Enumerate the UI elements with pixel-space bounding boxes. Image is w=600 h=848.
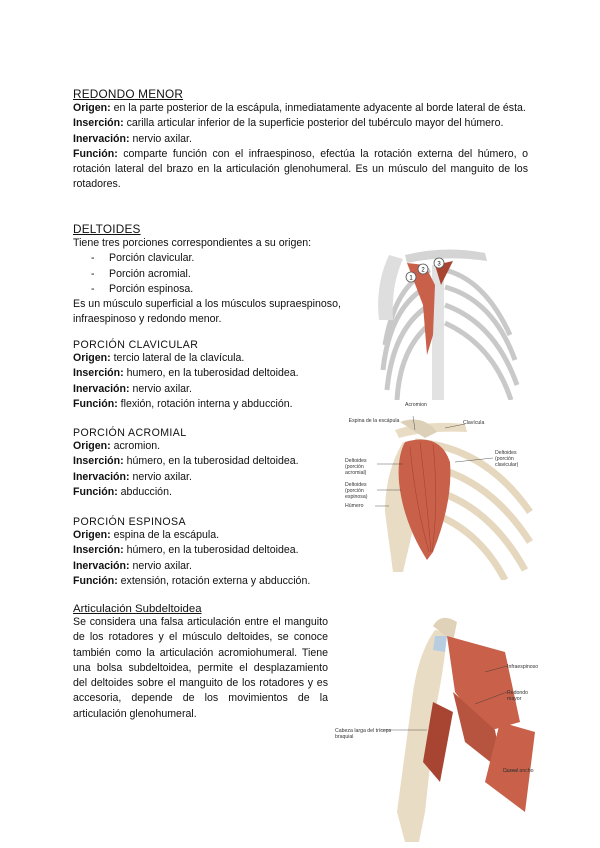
field-label: Origen: xyxy=(73,440,111,452)
section-porcion-clavicular xyxy=(73,339,365,412)
label-dorsal-ancho: Dorsal ancho xyxy=(503,768,534,774)
section-porcion-espinosa xyxy=(73,516,365,589)
field-value: húmero, en la tuberosidad deltoidea. xyxy=(123,455,299,468)
section-redondo-menor xyxy=(73,87,528,193)
field-label: Inervación: xyxy=(73,559,130,572)
ribs xyxy=(383,267,517,400)
field-label: Inervación: xyxy=(73,382,130,395)
field-value: nervio axilar. xyxy=(129,382,192,395)
field-value: humero, en la tuberosidad deltoidea. xyxy=(123,367,299,380)
field-value: carilla articular inferior de la superficie posterior del tubérculo mayor del húmero. xyxy=(123,117,504,130)
funcion-paragraph xyxy=(73,485,365,500)
field-label: Inserción: xyxy=(73,117,124,130)
field-value: nervio axilar. xyxy=(129,559,192,572)
list-item: - Porción acromial. xyxy=(91,267,191,280)
insercion-paragraph xyxy=(73,116,528,131)
field-value: nervio axilar. xyxy=(129,132,192,145)
label-cabeza-larga: Cabeza larga del tríceps braquial xyxy=(335,728,392,740)
articulacion-text: Se considera una falsa articulación entre el manguito de los rotadores y el músculo deltoides, se conoce también como la articulación acromiohumeral. Tiene una bolsa subdeltoidea, permite el desplazamiento del deltoides sobre el manguito de los rotadores y es accesoria, depende de los movimientos de la articulación glenohumeral. xyxy=(73,616,328,720)
label-redondo-mayor: Redondo mayor xyxy=(507,690,529,702)
list-item-text: Porción espinosa. xyxy=(109,282,194,295)
origen-paragraph xyxy=(73,439,365,454)
field-label: Inserción: xyxy=(73,367,124,380)
list-item-text: Porción acromial. xyxy=(109,267,191,280)
list-item-text: Porción clavicular. xyxy=(109,252,195,265)
figure-ribcage-deltoid xyxy=(375,225,535,400)
field-value: abducción. xyxy=(117,485,172,498)
field-label: Origen: xyxy=(73,352,111,364)
subsection-title: PORCIÓN CLAVICULAR xyxy=(73,339,199,351)
bursa xyxy=(433,636,447,652)
section-title: Articulación Subdeltoidea xyxy=(73,603,202,615)
list-item: - Porción espinosa. xyxy=(91,282,194,295)
funcion-paragraph xyxy=(73,147,528,193)
inervacion-paragraph xyxy=(73,559,365,574)
field-value: tercio lateral de la clavícula. xyxy=(110,352,245,364)
origen-paragraph xyxy=(73,351,365,366)
section-porcion-acromial xyxy=(73,427,365,500)
field-label: Inserción: xyxy=(73,455,124,468)
section-deltoides xyxy=(73,222,365,328)
label-espina: Espina de la escápula xyxy=(348,418,400,424)
label-deltoides-espinosa: Deltoides (porción espinosa) xyxy=(345,482,368,500)
deltoides-intro: Tiene tres porciones correspondientes a su origen: xyxy=(73,237,312,249)
marker-label: 2 xyxy=(421,267,425,274)
field-value: acromion. xyxy=(110,440,161,452)
field-label: Función: xyxy=(73,147,118,160)
inervacion-paragraph xyxy=(73,470,365,485)
origen-paragraph xyxy=(73,101,528,116)
label-deltoides-clavicular: Deltoides (porción clavicular) xyxy=(495,450,519,468)
field-label: Inervación: xyxy=(73,470,130,483)
marker-label: 1 xyxy=(409,275,413,282)
label-acromion: Acromion xyxy=(405,402,427,408)
section-title: REDONDO MENOR xyxy=(73,87,184,101)
label-clavicula: Clavícula xyxy=(463,420,485,426)
origen-paragraph xyxy=(73,528,365,543)
field-value: extensión, rotación externa y abducción. xyxy=(117,574,311,587)
field-label: Origen: xyxy=(73,529,111,541)
figure-posterior-shoulder xyxy=(335,612,539,844)
figure-deltoid-labeled xyxy=(345,402,535,580)
marker-label: 3 xyxy=(437,261,441,268)
inervacion-paragraph xyxy=(73,382,365,397)
ribcage-illustration xyxy=(375,225,535,400)
list-item: - Porción clavicular. xyxy=(91,252,195,265)
field-value: en la parte posterior de la escápula, inmediatamente adyacente al borde lateral de ésta. xyxy=(110,102,526,114)
porciones-list xyxy=(73,251,365,297)
field-value: húmero, en la tuberosidad deltoidea. xyxy=(123,544,299,557)
field-label: Función: xyxy=(73,485,118,498)
field-value: comparte función con el infraespinoso, efectúa la rotación externa del húmero, o rotación lateral del brazo en la articulación glenohumeral. Es un músculo del manguito de los rotadores. xyxy=(73,147,528,191)
label-deltoides-acromial: Deltoides (porción acromial) xyxy=(345,458,367,476)
funcion-paragraph xyxy=(73,574,365,589)
deltoides-description: Es un músculo superficial a los músculos supraespinoso, infraespinoso y redondo menor. xyxy=(73,298,341,326)
insercion-paragraph xyxy=(73,454,365,469)
field-label: Función: xyxy=(73,397,118,410)
section-articulacion-subdeltoidea xyxy=(73,603,328,722)
field-label: Inserción: xyxy=(73,544,124,557)
subsection-title: PORCIÓN ACROMIAL xyxy=(73,427,187,439)
insercion-paragraph xyxy=(73,543,365,558)
label-infraespinoso: Infraespinoso xyxy=(507,664,539,670)
infraspinatus-muscle xyxy=(447,636,520,732)
subsection-title: PORCIÓN ESPINOSA xyxy=(73,516,186,528)
clavicle xyxy=(405,249,487,263)
field-value: espina de la escápula. xyxy=(110,529,220,541)
field-value: nervio axilar. xyxy=(129,470,192,483)
label-humero: Húmero xyxy=(345,503,364,509)
field-label: Función: xyxy=(73,574,118,587)
funcion-paragraph xyxy=(73,397,365,412)
field-label: Origen: xyxy=(73,102,111,114)
field-label: Inervación: xyxy=(73,132,130,145)
insercion-paragraph xyxy=(73,366,365,381)
field-value: flexión, rotación interna y abducción. xyxy=(117,397,293,410)
section-title: DELTOIDES xyxy=(73,222,141,236)
inervacion-paragraph xyxy=(73,132,528,147)
